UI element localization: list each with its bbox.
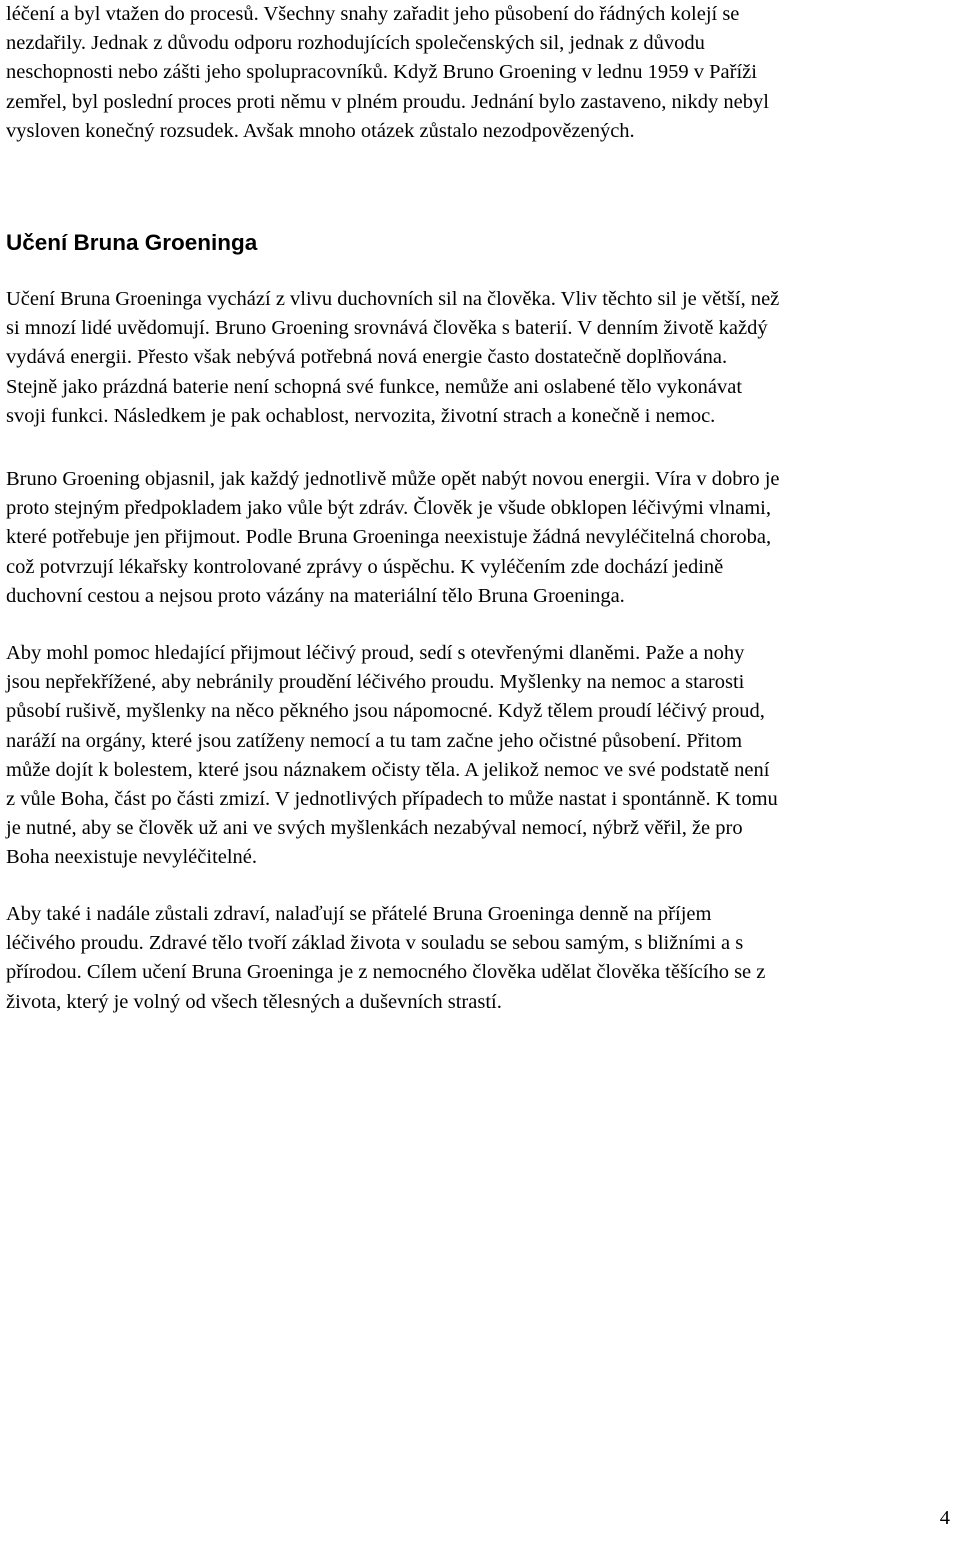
intro-paragraph: léčení a byl vtažen do procesů. Všechny snahy zařadit jeho působení do řádných kolejí se nezdařily. Jednak z důvodu odporu rozhodujících společenských sil, jednak z důvodu neschopnosti nebo zášti jeho spolupracovníků. Když Bruno Groening v lednu 1959 v Paříži zemřel, byl poslední proces proti němu v plném proudu. Jednání bylo zastaveno, nikdy nebyl vysloven konečný rozsudek. Avšak mnoho otázek zůstalo nezodpovězených. (6, 3, 769, 142)
page-number: 4 (939, 1507, 950, 1529)
paragraph-healing-stream: Aby mohl pomoc hledající přijmout léčivý proud, sedí s otevřenými dlaněmi. Paže a nohy jsou nepřekřížené, aby nebránily proudění léčivého proudu. Myšlenky na nemoc a starosti působí rušivě, myšlenky na něco pěkného jsou nápomocné. Když tělem proudí léčivý proud, naráží na orgány, které jsou zatíženy nemocí a tu tam začne jeho očistné působení. Přitom může dojít k bolestem, které jsou náznakem očisty těla. A jelikož nemoc ve své podstatě není z vůle Boha, část po části zmizí. V jednotlivých případech to může nastat i spontánně. K tomu je nutné, aby se člověk už ani ve svých myšlenkách nezabýval nemocí, nýbrž věřil, že pro Boha neexistuje nevyléčitelné. (6, 642, 778, 869)
paragraph-battery: Učení Bruna Groeninga vychází z vlivu duchovních sil na člověka. Vliv těchto sil je větší, než si mnozí lidé uvědomují. Bruno Groening srovnává člověka s baterií. V denním životě každý vydává energii. Přesto však nebývá potřebná nová energie často dostatečně doplňována. Stejně jako prázdná baterie není schopná své funkce, nemůže ani oslabené tělo vykonávat svoji funkci. Následkem je pak ochablost, nervozita, životní strach a konečně i nemoc. (6, 288, 780, 427)
paragraph-energy: Bruno Groening objasnil, jak každý jednotlivě může opět nabýt novou energii. Víra v dobro je proto stejným předpokladem jako vůle být zdráv. Člověk je všude obklopen léčivými vlnami, které potřebuje jen přijmout. Podle Bruna Groeninga neexistuje žádná nevyléčitelná choroba, což potvrzují lékařsky kontrolované zprávy o úspěchu. K vyléčením zde dochází jedině duchovní cestou a nejsou proto vázány na materiální tělo Bruna Groeninga. (6, 468, 780, 607)
paragraph-staying-healthy: Aby také i nadále zůstali zdraví, nalaďují se přátelé Bruna Groeninga denně na příjem léčivého proudu. Zdravé tělo tvoří základ života v souladu se sebou samým, s bližními a s přírodou. Cílem učení Bruna Groeninga je z nemocného člověka udělat člověka těšícího se z života, který je volný od všech tělesných a duševních strastí. (6, 903, 766, 1013)
section-heading: Učení Bruna Groeninga (6, 230, 258, 255)
